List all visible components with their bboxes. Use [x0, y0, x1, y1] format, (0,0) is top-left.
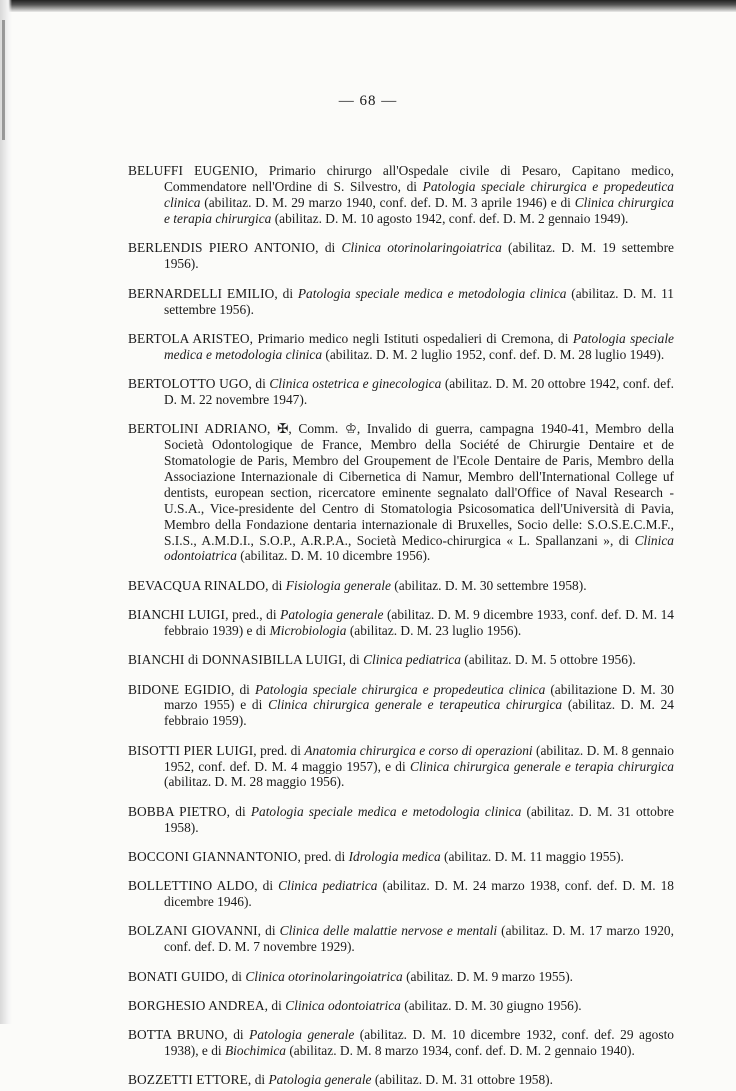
entry-subject: Patologia speciale medica e metodologia clinica [250, 803, 522, 819]
entry-text: di [230, 803, 251, 819]
entry-name: BERTOLOTTO UGO, [128, 376, 252, 392]
entry-subject: Idrologia medica [348, 848, 441, 864]
list-item [128, 421, 674, 564]
entry-subject: Anatomia chirurgica e corso di operazioni [304, 742, 533, 758]
list-item [128, 163, 674, 227]
entry-text: di [318, 240, 342, 256]
scan-edge-top [0, 0, 736, 12]
list-item [128, 331, 674, 363]
entry-name: BOLZANI GIOVANNI, [128, 923, 262, 939]
entry-subject: Patologia generale [249, 1027, 355, 1043]
entry-name: BOCCONI GIANNANTONIO, [128, 848, 301, 864]
entry-name: BOLLETTINO ALDO, [128, 878, 258, 894]
entry-subject: Microbiologia [269, 622, 347, 638]
entry-subject: Clinica chirurgica generale e terapeutica chirurgica [268, 697, 563, 713]
entry-text: (abilitaz. D. M. 10 agosto 1942, conf. def. D. M. 2 gennaio 1949). [271, 211, 629, 227]
entry-subject: Biochimica [225, 1043, 286, 1059]
entry-text: (abilitaz. D. M. 19 settembre 1956). [164, 240, 674, 272]
entry-name: BOBBA PIETRO, [128, 803, 231, 819]
entry-text: di [268, 997, 286, 1013]
entry-text: (abilitaz. D. M. 8 marzo 1934, conf. def. D. M. 2 gennaio 1940). [285, 1043, 635, 1059]
list-item [128, 376, 674, 408]
entry-text: (abilitaz. D. M. 11 settembre 1956). [164, 285, 674, 317]
entry-text: di [227, 1027, 250, 1043]
entry-subject: Clinica odontoiatrica [164, 532, 674, 564]
entry-text: (abilitaz. D. M. 30 settembre 1958). [390, 577, 587, 593]
entry-text: pred. di [300, 848, 349, 864]
entry-text: pred. di [256, 742, 305, 758]
scan-edge-left [0, 0, 12, 1024]
entry-text: (abilitaz. D. M. 9 dicembre 1933, conf. def. D. M. 14 febbraio 1939) e di [164, 607, 674, 638]
entry-subject: Clinica pediatrica [278, 878, 378, 894]
entry-text: di [251, 1072, 269, 1088]
list-item [128, 743, 674, 791]
list-item [128, 286, 674, 318]
list-item [128, 607, 674, 639]
entry-name: BERTOLA ARISTEO, [128, 330, 254, 346]
entry-text: di [251, 376, 270, 392]
entry-name: BOZZETTI ETTORE, [128, 1072, 252, 1088]
entry-subject: Clinica odontoiatrica [285, 997, 401, 1013]
entry-text: (abilitaz. D. M. 8 gennaio 1952, conf. def. D. M. 4 maggio 1957), e di [164, 742, 674, 774]
entry-subject: Patologia speciale chirurgica e propedeutica clinica [164, 179, 675, 211]
page-number: — 68 — [338, 93, 398, 109]
entry-text: (abilitaz. D. M. 10 dicembre 1932, conf. def. 29 agosto 1938), e di [164, 1027, 674, 1059]
entry-name: BELUFFI EUGENIO, [128, 163, 258, 179]
entry-subject: Fisiologia generale [285, 577, 391, 593]
entry-name: BIDONE EGIDIO, [128, 681, 235, 697]
entry-name: BONATI GUIDO, [128, 968, 229, 984]
entry-subject: Patologia speciale medica e metodologia clinica [164, 330, 674, 362]
list-item [128, 1072, 674, 1088]
list-item [128, 849, 674, 865]
entry-subject: Patologia generale [280, 607, 384, 623]
entry-text: (abilitaz. D. M. 10 dicembre 1956). [236, 548, 431, 564]
entry-text: (abilitaz. D. M. 24 marzo 1938, conf. def. D. M. 18 dicembre 1946). [164, 878, 674, 910]
entry-name: BIANCHI LUIGI, [128, 607, 229, 623]
entry-text: (abilitaz. D. M. 17 marzo 1920, conf. def. D. M. 7 novembre 1929). [164, 923, 674, 955]
entry-name: BORGHESIO ANDREA, [128, 997, 269, 1013]
entry-text: (abilitaz. D. M. 2 luglio 1952, conf. def. D. M. 28 luglio 1949). [322, 346, 665, 362]
entry-subject: Patologia speciale medica e metodologia clinica [297, 285, 567, 301]
entry-text: ✠, Comm. ♔, Invalido di guerra, campagna 1940-41, Membro della Società Odontologique de France, Membro della Société de Chirurgie Dentaire et de Stomatologie de Paris, Membro del Groupement de l'Ecole Dentaire de Paris, Membro della Associazione Internazionale di Cibernetica di Namur, Membro dell'International College uf dentists, european section, ricercatore eminente segnalato dall'Office of Naval Research - U.S.A., Vice-presidente del Centro di Stomatologia Psicosomatica dell'Università di Pavia, Membro della Fondazione dentaria internazionale di Bruxelles, Socio delle: S.O.S.E.C.M.F., S.I.S., A.M.D.I., S.O.P., A.R.P.A., Società Medico-chirurgica « L. Spallanzani », di [164, 421, 674, 548]
entry-text: (abilitaz. D. M. 23 luglio 1956). [346, 622, 522, 638]
entry-name: BEVACQUA RINALDO, [128, 577, 269, 593]
entry-name: BERNARDELLI EMILIO, [128, 285, 278, 301]
entry-text: Primario medico negli Istituti ospedalieri di Cremona, di [253, 330, 573, 346]
entry-name: BIANCHI di DONNASIBILLA LUIGI, [128, 652, 346, 668]
list-item [128, 878, 674, 910]
entry-text: (abilitaz. D. M. 29 marzo 1940, conf. def. D. M. 3 aprile 1946) e di [200, 195, 575, 211]
entry-text: di [277, 285, 298, 301]
list-item [128, 804, 674, 836]
entry-text: di [268, 577, 286, 593]
entry-text: (abilitaz. D. M. 9 marzo 1955). [402, 968, 574, 984]
list-item [128, 682, 674, 730]
entry-text: Primario chirurgo all'Ospedale civile di Pesaro, Capitano medico, Commendatore nell'Ordine di S. Silvestro, di [164, 163, 674, 195]
entry-text: di [257, 878, 279, 894]
entry-name: BERTOLINI ADRIANO, [128, 421, 271, 437]
entry-text: (abilitazione D. M. 30 marzo 1955) e di [164, 681, 674, 713]
list-item [128, 578, 674, 594]
list-item [128, 240, 674, 272]
entry-subject: Clinica pediatrica [363, 652, 461, 668]
entry-subject: Clinica delle malattie nervose e mentali [279, 923, 498, 939]
entry-subject: Clinica otorinolaringoiatrica [245, 968, 403, 984]
entry-name: BOTTA BRUNO, [128, 1027, 228, 1043]
entry-text: (abilitaz. D. M. 31 ottobre 1958). [164, 803, 674, 835]
entry-subject: Clinica chirurgica e terapia chirurgica [164, 195, 674, 227]
entry-name: BERLENDIS PIERO ANTONIO, [128, 240, 319, 256]
entry-text: di [228, 968, 246, 984]
entry-text: (abilitaz. D. M. 28 maggio 1956). [164, 774, 345, 790]
list-item [128, 969, 674, 985]
entry-text: (abilitaz. D. M. 31 ottobre 1958). [371, 1072, 553, 1088]
entry-subject: Patologia generale [268, 1072, 372, 1088]
list-item [128, 998, 674, 1014]
entry-text: di [345, 652, 364, 668]
entry-name: BISOTTI PIER LUIGI, [128, 742, 257, 758]
entry-subject: Clinica chirurgica generale e terapia chirurgica [409, 758, 674, 774]
entry-text: di [234, 681, 255, 697]
list-item [128, 923, 674, 955]
list-item [128, 652, 674, 668]
entry-subject: Clinica ostetrica e ginecologica [269, 376, 442, 392]
entry-list [128, 150, 674, 1091]
list-item [128, 1027, 674, 1059]
entry-text: di [261, 923, 280, 939]
entry-subject: Clinica otorinolaringoiatrica [341, 240, 502, 256]
entry-text: (abilitaz. D. M. 5 ottobre 1956). [460, 652, 636, 668]
entry-text: (abilitaz. D. M. 20 ottobre 1942, conf. def. D. M. 22 novembre 1947). [164, 376, 674, 407]
entry-text: pred., di [228, 607, 281, 623]
entry-text: (abilitaz. D. M. 30 giugno 1956). [400, 997, 582, 1013]
entry-text: (abilitaz. D. M. 24 febbraio 1959). [164, 697, 674, 729]
entry-text: (abilitaz. D. M. 11 maggio 1955). [440, 848, 624, 864]
entry-subject: Patologia speciale chirurgica e propedeutica clinica [254, 681, 546, 697]
